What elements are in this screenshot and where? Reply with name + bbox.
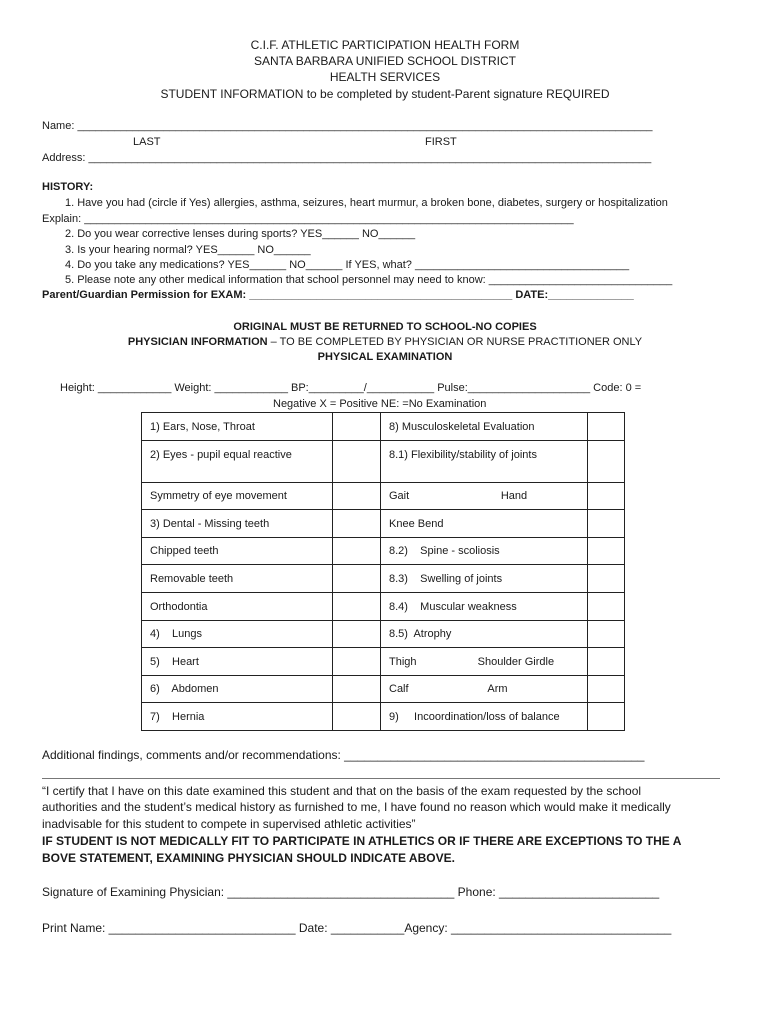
exam-item-left: 3) Dental - Missing teeth: [142, 510, 333, 538]
last-name-label: LAST: [133, 136, 161, 148]
exam-item-left: Removable teeth: [142, 565, 333, 593]
exam-item-right: 8.4) Muscular weakness: [381, 593, 588, 621]
table-row: [142, 565, 625, 593]
parent-permission-line[interactable]: Parent/Guardian Permission for EXAM: ___________________________________________ DATE:______________: [42, 289, 634, 301]
explain-field[interactable]: Explain: ________________________________________________________________________________: [42, 213, 574, 225]
exam-check-cell[interactable]: [333, 538, 381, 565]
exam-item-left: 2) Eyes - pupil equal reactive: [142, 441, 333, 483]
exam-item-left: 7) Hernia: [142, 703, 333, 731]
department-name: HEALTH SERVICES: [329, 70, 441, 84]
exam-check-cell[interactable]: [588, 621, 625, 648]
exam-item-right: Knee Bend: [381, 510, 588, 538]
table-row: [142, 703, 625, 731]
history-question-4[interactable]: 4. Do you take any medications? YES______ NO______ If YES, what? ___________________________________: [65, 259, 630, 271]
history-question-3[interactable]: 3. Is your hearing normal? YES______ NO______: [65, 244, 311, 256]
print-name-line[interactable]: Print Name: ____________________________ Date: ___________Agency: _________________________________: [42, 921, 672, 935]
name-field[interactable]: Name: ______________________________________________________________________________________________: [42, 120, 653, 132]
exam-item-right: Gait Hand: [381, 483, 588, 510]
exam-item-left: Chipped teeth: [142, 538, 333, 565]
exam-item-right: 8.3) Swelling of joints: [381, 565, 588, 593]
certification-line-1: “I certify that I have on this date examined this student and that on the basis of the exam requested by the school: [42, 784, 642, 798]
exam-item-right: 9) Incoordination/loss of balance: [381, 703, 588, 731]
exam-item-right: 8) Musculoskeletal Evaluation: [381, 413, 588, 441]
table-row: [142, 483, 625, 510]
exam-check-cell[interactable]: [588, 413, 625, 441]
medical-fitness-warning-2: BOVE STATEMENT, EXAMINING PHYSICIAN SHOULD INDICATE ABOVE.: [42, 851, 455, 865]
exam-check-cell[interactable]: [588, 510, 625, 538]
exam-item-right: Thigh Shoulder Girdle: [381, 648, 588, 676]
first-name-label: FIRST: [425, 136, 457, 148]
exam-check-cell[interactable]: [588, 676, 625, 703]
exam-item-left: Orthodontia: [142, 593, 333, 621]
exam-item-left: 5) Heart: [142, 648, 333, 676]
history-question-5[interactable]: 5. Please note any other medical information that school personnel may need to know: ______________________________: [65, 274, 673, 286]
exam-item-right: 8.1) Flexibility/stability of joints: [381, 441, 588, 483]
certification-line-3: inadvisable for this student to compete in supervised athletic activities”: [42, 817, 416, 831]
medical-fitness-warning-1: IF STUDENT IS NOT MEDICALLY FIT TO PARTICIPATE IN ATHLETICS OR IF THERE ARE EXCEPTIONS TO THE A: [42, 834, 682, 848]
exam-check-cell[interactable]: [333, 593, 381, 621]
exam-check-cell[interactable]: [333, 483, 381, 510]
address-field[interactable]: Address: ____________________________________________________________________________________________: [42, 152, 652, 164]
exam-table: [141, 412, 625, 731]
student-info-heading: STUDENT INFORMATION to be completed by student-Parent signature REQUIRED: [160, 87, 610, 101]
exam-check-cell[interactable]: [333, 648, 381, 676]
additional-findings-field[interactable]: Additional findings, comments and/or recommendations: _____________________________________________: [42, 748, 645, 762]
table-row: [142, 648, 625, 676]
physician-info-heading: [0, 336, 770, 348]
exam-check-cell[interactable]: [333, 441, 381, 483]
exam-check-cell[interactable]: [588, 441, 625, 483]
physician-info-rest: – TO BE COMPLETED BY PHYSICIAN OR NURSE PRACTITIONER ONLY: [267, 336, 643, 348]
vitals-line[interactable]: Height: ____________ Weight: ____________ BP:_________/___________ Pulse:____________________ Code: 0 =: [60, 382, 642, 394]
exam-item-right: Calf Arm: [381, 676, 588, 703]
exam-check-cell[interactable]: [588, 565, 625, 593]
exam-check-cell[interactable]: [333, 621, 381, 648]
certification-line-2: authorities and the student’s medical history as furnished to me, I have found no reason which would make it medically: [42, 800, 671, 814]
table-row: [142, 538, 625, 565]
original-notice: ORIGINAL MUST BE RETURNED TO SCHOOL-NO COPIES: [233, 321, 537, 333]
exam-item-left: 6) Abdomen: [142, 676, 333, 703]
physical-exam-title: PHYSICAL EXAMINATION: [317, 351, 453, 363]
exam-check-cell[interactable]: [588, 483, 625, 510]
exam-item-left: 1) Ears, Nose, Throat: [142, 413, 333, 441]
exam-check-cell[interactable]: [588, 593, 625, 621]
exam-check-cell[interactable]: [333, 413, 381, 441]
exam-item-left: Symmetry of eye movement: [142, 483, 333, 510]
form-title: C.I.F. ATHLETIC PARTICIPATION HEALTH FORM: [250, 38, 520, 52]
history-question-1: 1. Have you had (circle if Yes) allergies, asthma, seizures, heart murmur, a broken bone, diabetes, surgery or hospitalization: [65, 197, 668, 209]
table-row: [142, 413, 625, 441]
table-row: [142, 593, 625, 621]
table-row: [142, 441, 625, 483]
exam-check-cell[interactable]: [333, 565, 381, 593]
physician-signature-line[interactable]: Signature of Examining Physician: __________________________________ Phone: ________________________: [42, 885, 660, 899]
district-name: SANTA BARBARA UNIFIED SCHOOL DISTRICT: [253, 54, 517, 68]
comments-underline[interactable]: [42, 778, 720, 779]
exam-check-cell[interactable]: [333, 676, 381, 703]
physician-info-bold: PHYSICIAN INFORMATION: [127, 336, 268, 348]
code-legend: Negative X = Positive NE: =No Examination: [273, 398, 487, 410]
table-row: [142, 621, 625, 648]
exam-check-cell[interactable]: [333, 703, 381, 731]
table-row: [142, 510, 625, 538]
exam-item-left: 4) Lungs: [142, 621, 333, 648]
exam-check-cell[interactable]: [588, 648, 625, 676]
history-question-2[interactable]: 2. Do you wear corrective lenses during sports? YES______ NO______: [65, 228, 416, 240]
exam-check-cell[interactable]: [333, 510, 381, 538]
history-heading: HISTORY:: [42, 181, 94, 193]
exam-check-cell[interactable]: [588, 538, 625, 565]
exam-item-right: 8.2) Spine - scoliosis: [381, 538, 588, 565]
exam-item-right: 8.5) Atrophy: [381, 621, 588, 648]
table-row: [142, 676, 625, 703]
exam-check-cell[interactable]: [588, 703, 625, 731]
